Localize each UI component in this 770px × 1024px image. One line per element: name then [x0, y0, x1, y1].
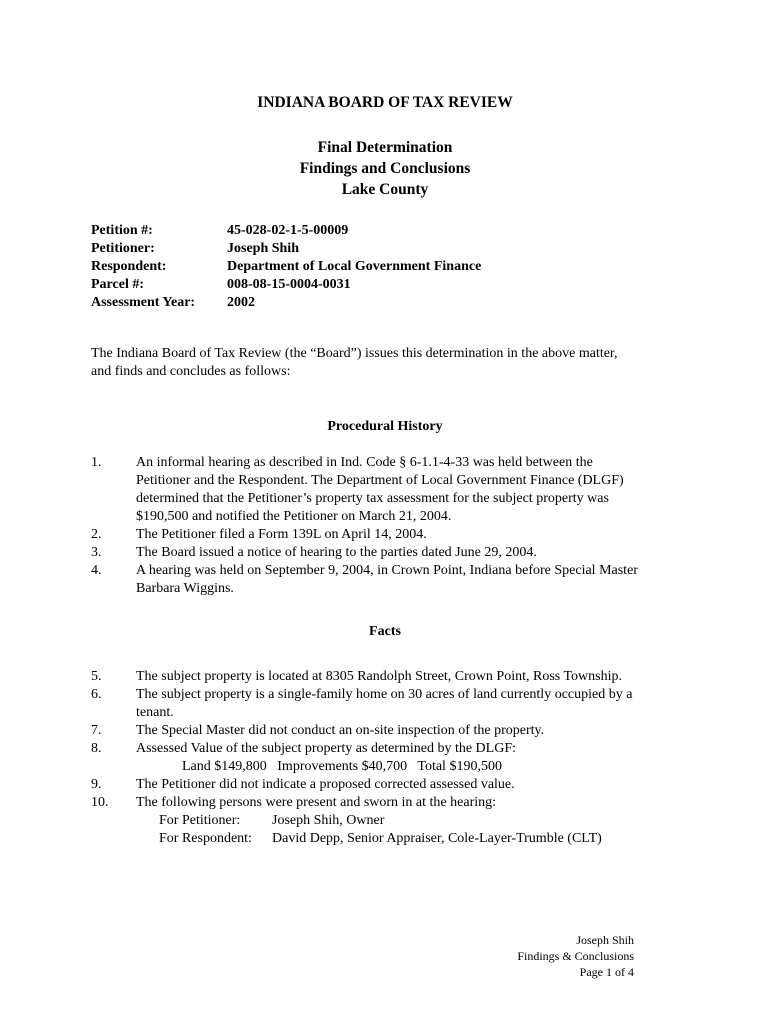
info-row-assessment-year [91, 294, 481, 312]
info-row-parcel [91, 276, 481, 294]
intro-line: and finds and concludes as follows: [91, 364, 291, 379]
item-text: The subject property is located at 8305 Randolph Street, Crown Point, Ross Township. [136, 669, 622, 684]
item-text: The following persons were present and sworn in at the hearing: [136, 795, 497, 810]
info-value: Joseph Shih [227, 241, 299, 256]
item-text: The Special Master did not conduct an on-site inspection of the property. [136, 723, 545, 738]
list-item [91, 544, 691, 562]
list-item [91, 526, 691, 544]
page-footer [517, 932, 634, 980]
person-name: Joseph Shih, Owner [272, 813, 385, 828]
item-number: 8. [91, 741, 102, 756]
item-text: Assessed Value of the subject property as determined by the DLGF: [136, 741, 516, 756]
facts-list [91, 668, 691, 848]
agency-title: INDIANA BOARD OF TAX REVIEW [257, 94, 513, 111]
item-text: An informal hearing as described in Ind. Code § 6-1.1-4-33 was held between the [136, 455, 593, 470]
item-text: $190,500 and notified the Petitioner on March 21, 2004. [136, 509, 452, 524]
info-value: 45-028-02-1-5-00009 [227, 223, 349, 238]
list-item [91, 740, 691, 776]
item-text: A hearing was held on September 9, 2004, in Crown Point, Indiana before Special Master [136, 563, 638, 578]
info-row-petition [91, 222, 481, 240]
info-row-petitioner [91, 240, 481, 258]
item-number: 7. [91, 723, 102, 738]
item-text: The subject property is a single-family home on 30 acres of land currently occupied by a [136, 687, 633, 702]
list-item [91, 776, 691, 794]
item-number: 4. [91, 563, 102, 578]
item-number: 3. [91, 545, 102, 560]
intro-paragraph [91, 345, 691, 381]
person-row [159, 812, 691, 830]
subtitle-findings: Findings and Conclusions [299, 160, 471, 177]
page-number: Page 1 of 4 [579, 965, 634, 979]
item-number: 10. [91, 795, 109, 810]
info-label: Petitioner: [91, 241, 155, 256]
person-row [159, 830, 691, 848]
list-item [91, 686, 691, 722]
footer-line: Findings & Conclusions [517, 949, 634, 963]
info-label: Respondent: [91, 259, 167, 274]
item-number: 2. [91, 527, 102, 542]
item-text: tenant. [136, 705, 174, 720]
info-label: Petition #: [91, 223, 153, 238]
procedural-history-heading: Procedural History [327, 419, 443, 434]
item-number: 9. [91, 777, 102, 792]
procedural-history-list [91, 454, 691, 598]
info-row-respondent [91, 258, 481, 276]
item-number: 1. [91, 455, 102, 470]
list-item [91, 722, 691, 740]
item-number: 5. [91, 669, 102, 684]
assessed-values: Land $149,800 Improvements $40,700 Total $190,500 [182, 759, 502, 774]
item-text: Barbara Wiggins. [136, 581, 234, 596]
info-label: Assessment Year: [91, 295, 196, 310]
persons-present [159, 812, 691, 848]
item-number: 6. [91, 687, 102, 702]
person-role: For Respondent: [159, 831, 252, 846]
intro-line: The Indiana Board of Tax Review (the “Board”) issues this determination in the above matter, [91, 346, 618, 361]
item-text: The Board issued a notice of hearing to the parties dated June 29, 2004. [136, 545, 537, 560]
item-text: The Petitioner filed a Form 139L on April 14, 2004. [136, 527, 427, 542]
info-value: Department of Local Government Finance [227, 259, 482, 274]
info-value: 008-08-15-0004-0031 [227, 277, 351, 292]
info-value: 2002 [227, 295, 255, 310]
list-item [91, 668, 691, 686]
person-role: For Petitioner: [159, 813, 241, 828]
list-item [91, 794, 691, 848]
case-info [91, 222, 481, 312]
document-subtitle [0, 137, 770, 200]
list-item [91, 454, 691, 526]
subtitle-final-determination: Final Determination [317, 139, 453, 156]
footer-line: Joseph Shih [576, 933, 634, 947]
person-name: David Depp, Senior Appraiser, Cole-Layer-Trumble (CLT) [272, 831, 602, 846]
subtitle-county: Lake County [341, 181, 429, 198]
facts-heading: Facts [369, 624, 401, 639]
item-text: The Petitioner did not indicate a proposed corrected assessed value. [136, 777, 515, 792]
info-label: Parcel #: [91, 277, 144, 292]
item-text: Petitioner and the Respondent. The Department of Local Government Finance (DLGF) [136, 473, 624, 488]
list-item [91, 562, 691, 598]
item-text: determined that the Petitioner’s property tax assessment for the subject property was [136, 491, 609, 506]
